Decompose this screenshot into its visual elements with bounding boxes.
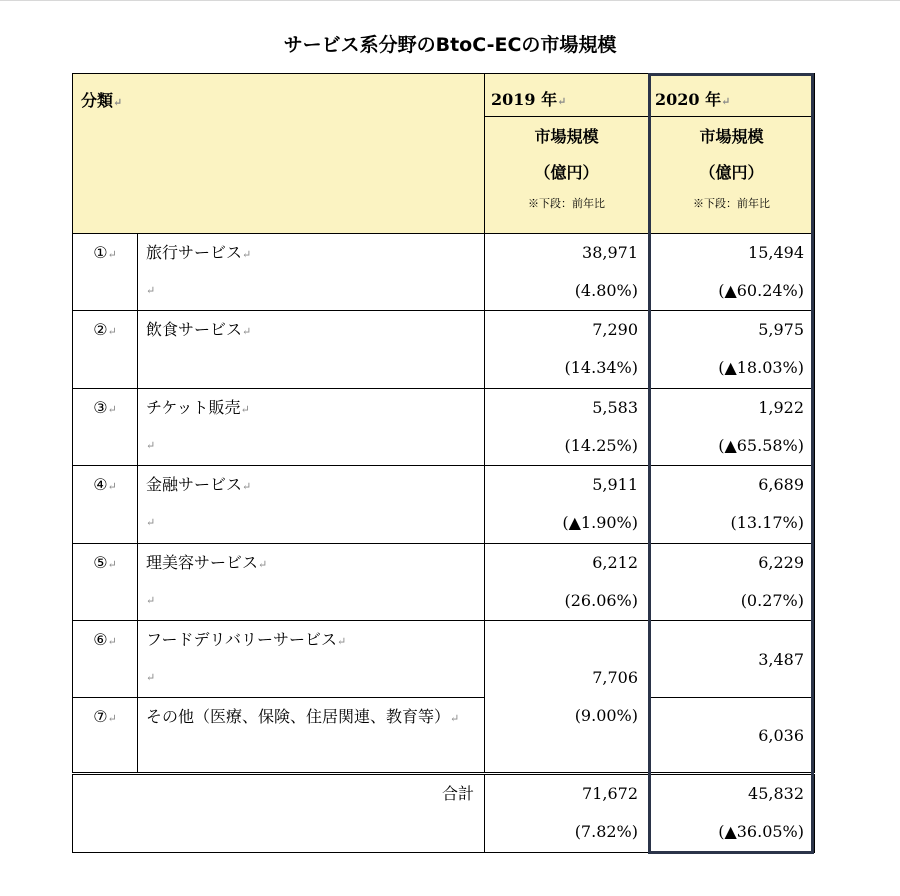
header-year-2020: 2020 年↵ <box>649 74 815 117</box>
row-number: ⑤↵ <box>73 544 138 621</box>
row-label: 金融サービス↵ ↵ <box>138 466 485 544</box>
value-2020: 6,036 <box>649 698 815 774</box>
market-size-table <box>72 73 815 853</box>
table-row <box>73 698 815 774</box>
value-2019-combined: 7,706 (9.00%) <box>485 621 649 774</box>
header-category: 分類↵ <box>73 74 485 234</box>
value-2019: 5,911 (▲1.90%) <box>485 466 649 544</box>
value-2020: 15,494 (▲60.24%) <box>649 234 815 311</box>
row-number: ⑥↵ <box>73 621 138 698</box>
table-row <box>73 466 815 544</box>
table-row <box>73 234 815 311</box>
row-label: 旅行サービス↵ ↵ <box>138 234 485 311</box>
row-number: ③↵ <box>73 389 138 466</box>
table-title: サービス系分野のBtoC-ECの市場規模 <box>283 34 617 56</box>
value-2019: 7,290 (14.34%) <box>485 311 649 389</box>
value-2019: 38,971 (4.80%) <box>485 234 649 311</box>
row-label: その他（医療、保険、住居関連、教育等）↵ <box>138 698 485 774</box>
header-unit-2019: 市場規模 （億円） ※下段：前年比 <box>485 117 649 234</box>
value-2020: 3,487 <box>649 621 815 698</box>
row-label: チケット販売↵ ↵ <box>138 389 485 466</box>
header-unit-2020: 市場規模 （億円） ※下段：前年比 <box>649 117 815 234</box>
value-2020: 6,229 (0.27%) <box>649 544 815 621</box>
total-2019: 71,672 (7.82%) <box>485 774 649 853</box>
total-row <box>73 774 815 853</box>
top-divider <box>0 0 900 1</box>
value-2019: 5,583 (14.25%) <box>485 389 649 466</box>
table-row <box>73 389 815 466</box>
row-label: 理美容サービス↵ ↵ <box>138 544 485 621</box>
row-label: フードデリバリーサービス↵ ↵ <box>138 621 485 698</box>
total-2020: 45,832 (▲36.05%) <box>649 774 815 853</box>
row-label: 飲食サービス↵ <box>138 311 485 389</box>
value-2019: 6,212 (26.06%) <box>485 544 649 621</box>
row-number: ②↵ <box>73 311 138 389</box>
table-row <box>73 311 815 389</box>
row-number: ④↵ <box>73 466 138 544</box>
table-row <box>73 621 815 698</box>
value-2020: 5,975 (▲18.03%) <box>649 311 815 389</box>
table-row <box>73 544 815 621</box>
row-number: ⑦↵ <box>73 698 138 774</box>
header-row-years <box>73 74 815 117</box>
value-2020: 6,689 (13.17%) <box>649 466 815 544</box>
row-number: ①↵ <box>73 234 138 311</box>
total-label: 合計 <box>73 774 485 853</box>
value-2020: 1,922 (▲65.58%) <box>649 389 815 466</box>
header-year-2019: 2019 年↵ <box>485 74 649 117</box>
